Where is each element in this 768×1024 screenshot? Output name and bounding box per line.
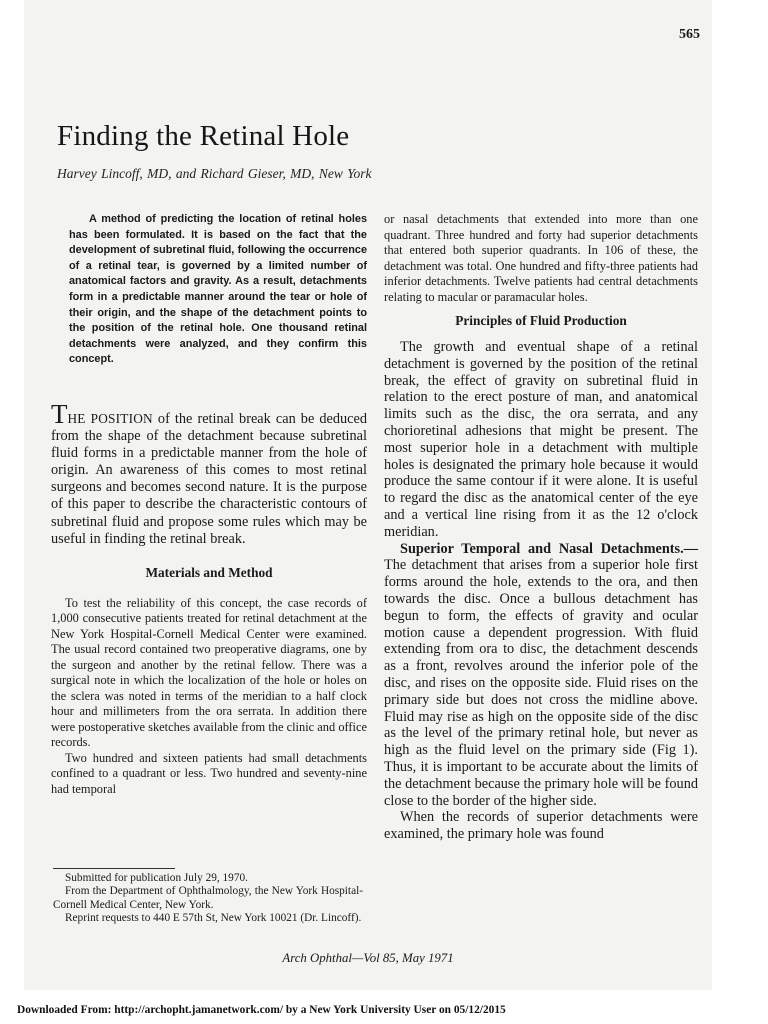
section-heading-materials: Materials and Method xyxy=(145,564,273,580)
intro-paragraph xyxy=(51,398,367,548)
intro-smallcaps: HE POSITION xyxy=(67,410,153,426)
footnote-affiliation: From the Department of Ophthalmology, the New York Hospital-Cornell Medical Center, New York. xyxy=(53,885,363,911)
footnote-submitted: Submitted for publication July 29, 1970. xyxy=(65,872,248,884)
principles-paragraph-2 xyxy=(384,541,698,810)
section-heading-principles: Principles of Fluid Production xyxy=(455,313,627,328)
article-title: Finding the Retinal Hole xyxy=(57,120,350,152)
principles-paragraph-3: When the records of superior detachments were examined, the primary hole was found xyxy=(384,809,698,843)
footnote-divider xyxy=(53,868,175,869)
journal-citation: Arch Ophthal—Vol 85, May 1971 xyxy=(282,951,454,965)
download-notice: Downloaded From: http://archopht.jamanetwork.com/ by a New York University User on 05/12/2015 xyxy=(17,1004,506,1016)
abstract: A method of predicting the location of retinal holes has been formulated. It is based on the fact that the development of subretinal fluid, following the occurrence of a retinal tear, is governed by a limited number of anatomical factors and gravity. As a result, detachments form in a predictable manner around the tear or hole of their origin, and the shape of the detachment points to the position of the retinal hole. One thousand retinal detachments were analyzed, and they confirm this concept. xyxy=(69,213,367,366)
materials-paragraph-1: To test the reliability of this concept, the case records of 1,000 consecutive patients treated for retinal detachment at the New York Hospital-Cornell Medical Center were examined. The usual record contained two preoperative diagrams, one by the surgeon and another by the retinal fellow. There was a surgical note in which the localization of the hole or holes on the sclera was noted in terms of the meridian to a half clock hour and millimeters from the ora serrata. In addition there were postoperative sketches available from the clinic and office records. xyxy=(51,595,367,750)
drop-cap: T xyxy=(51,398,68,429)
left-column xyxy=(51,212,367,797)
footnote-reprint: Reprint requests to 440 E 57th St, New York 10021 (Dr. Lincoff). xyxy=(65,912,362,925)
author-line: Harvey Lincoff, MD, and Richard Gieser, MD, New York xyxy=(57,166,372,181)
subheading-superior-detachments: Superior Temporal and Nasal Detachments.— xyxy=(400,540,698,557)
principles-paragraph-2-text: The detachment that arises from a superior hole first forms around the hole, extends to the ora, and then towards the disc. Once a bullous detachment has begun to form, the effects of gravity and ocular motion cause a dependent progression. With fluid extending from ora to disc, the detachment descends as a front, revolves around the inferior pole of the disc, and rises on the opposite side. Fluid rises on the primary side but does not cross the midline above. Fluid may rise as high on the opposite side of the disc as the level of the primary retinal hole, but never as high as the fluid level on the primary side (Fig 1). Thus, it is important to be accurate about the limits of the detachment because the primary hole will be found close to the border of the higher side. xyxy=(384,557,698,809)
footnotes xyxy=(53,872,363,926)
journal-page xyxy=(24,0,712,990)
materials-paragraph-2: Two hundred and sixteen patients had small detachments confined to a quadrant or less. Two hundred and seventy-nine had temporal xyxy=(51,750,367,796)
materials-continuation: or nasal detachments that extended into more than one quadrant. Three hundred and forty had superior detachments that entered both superior quadrants. In 106 of these, the detachment was total. One hundred and fifty-three patients had inferior detachments. Twelve patients had central detachments relating to macular or paramacular holes. xyxy=(384,212,698,304)
page-number: 565 xyxy=(679,27,700,42)
principles-paragraph-1: The growth and eventual shape of a retinal detachment is governed by the position of the retinal break, the effect of gravity on subretinal fluid in relation to the erect posture of man, and anatomical limits such as the disc, the ora serrata, and any chorioretinal adhesions that might be present. The most superior hole in a detachment with multiple holes is designated the primary hole because it would produce the same contour if it were alone. It is useful to regard the disc as the anatomical center of the eye and a vertical line rising from it as the 12 o'clock meridian. xyxy=(384,339,698,540)
right-column xyxy=(384,212,698,843)
intro-text: of the retinal break can be deduced from the shape of the detachment because subretinal fluid forms in a predictable manner from the hole of origin. An awareness of this comes to most retinal surgeons and becomes second nature. It is the purpose of this paper to describe the characteristic contours of subretinal fluid and propose some rules which may be useful in finding the retinal break. xyxy=(51,410,367,547)
